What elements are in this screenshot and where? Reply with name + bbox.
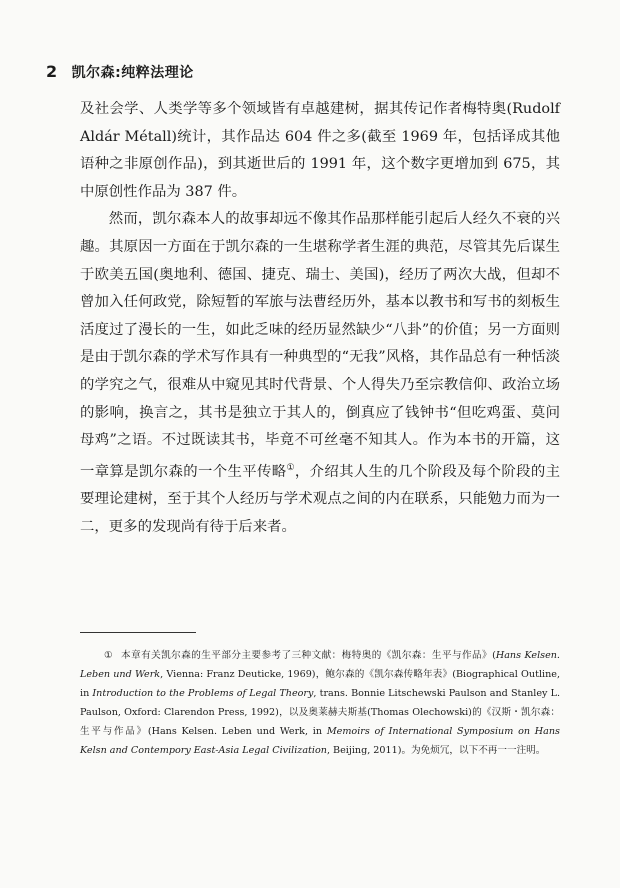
footnote-text-3: , trans. Bonnie Litschewski Paulson and Stanley L. Paulson, Oxford: Clarendon Press, 1992)，以及奥莱赫夫斯基(Thomas Olechowski)的《汉斯・凯尔森：生平与作品》(Hans Kelsen. Leben und Werk, in (80, 688, 560, 737)
paragraph-2-text-b: ，介绍其人生的几个阶段及每个阶段的主要理论建树，至于其个人经历与学术观点之间的内在联系，只能勉力而为一二，更多的发现尚有待于后来者。 (80, 463, 560, 535)
footnote-title-1: Hans Kelsen. Leben und Werk (80, 650, 560, 680)
footnote-text-1: 本章有关凯尔森的生平部分主要参考了三种文献：梅特奥的《凯尔森：生平与作品》( (121, 650, 496, 661)
running-header (46, 62, 194, 82)
paragraph-2-text-a: 然而，凯尔森本人的故事却远不像其作品那样能引起后人经久不衰的兴趣。其原因一方面在于凯尔森的一生堪称学者生涯的典范，尽管其先后谋生于欧美五国(奥地利、德国、捷克、瑞士、美国)，经历了两次大战，但却不曾加入任何政党，除短暂的军旅与法曹经历外，基本以教书和写书的刻板生活度过了漫长的一生，如此乏味的经历显然缺少“八卦”的价值；另一方面则是由于凯尔森的学术写作具有一种典型的“无我”风格，其作品总有一种恬淡的学究之气，很难从中窥见其时代背景、个人得失乃至宗教信仰、政治立场的影响，换言之，其书是独立于其人的，倒真应了钱钟书“但吃鸡蛋、莫问母鸡”之语。不过既读其书，毕竟不可丝毫不知其人。作为本书的开篇，这一章算是凯尔森的一个生平传略 (80, 211, 560, 480)
page-number: 2 (46, 62, 58, 81)
footnote-divider (80, 632, 196, 633)
footnote-title-3: Memoirs of International Symposium on Hans Kelsn and Contempory East-Asia Legal Civilization (80, 726, 560, 756)
running-title: 凯尔森:纯粹法理论 (71, 65, 194, 81)
footnote-marker: ① (104, 650, 114, 661)
paragraph-1: 及社会学、人类学等多个领域皆有卓越建树，据其传记作者梅特奥(Rudolf Aldár Métall)统计，其作品达 604 件之多(截至 1969 年，包括译成其他语种之非原创作品)，到其逝世后的 1991 年，这个数字更增加到 675，其中原创性作品为 387 件。 (80, 101, 560, 200)
footnote-text-2: , Vienna: Franz Deuticke, 1969)，鲍尔森的《凯尔森传略年表》(Biographical Outline, in (80, 669, 560, 699)
footnote-title-2: Introduction to the Problems of Legal Theory (92, 688, 314, 699)
footnote (80, 646, 560, 760)
main-text (80, 96, 560, 541)
footnote-reference[interactable]: ① (286, 462, 295, 473)
footnote-text-4: , Beijing, 2011)。为免烦冗，以下不再一一注明。 (326, 745, 546, 756)
paragraph-2 (80, 206, 560, 541)
